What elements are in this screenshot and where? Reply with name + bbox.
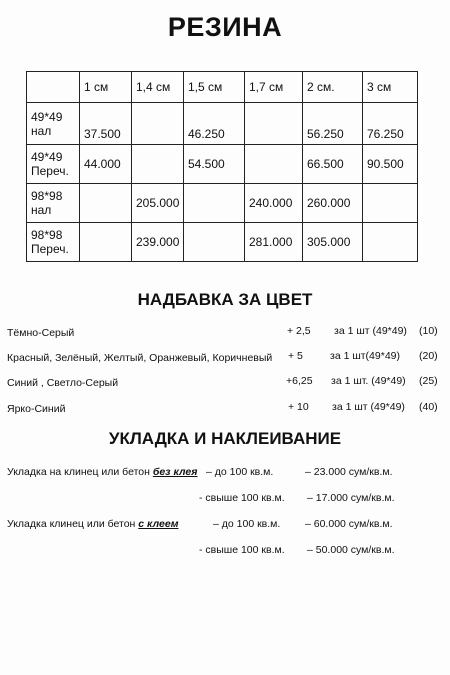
table-cell <box>184 223 245 262</box>
laying-emphasis: с клеем <box>138 518 179 530</box>
color-total: (40) <box>419 401 438 413</box>
table-row <box>27 223 418 262</box>
color-name: Красный, Зелёный, Желтый, Оранжевый, Коричневый <box>7 352 273 364</box>
color-per: за 1 шт (49*49) <box>334 325 407 337</box>
table-cell: 66.500 <box>303 145 363 184</box>
header-cell: 1,5 см <box>184 72 245 103</box>
table-cell <box>363 223 418 262</box>
color-total: (10) <box>419 325 438 337</box>
row-label: 49*49 нал <box>27 103 80 145</box>
laying-condition: – до 100 кв.м. <box>206 466 274 478</box>
price-table <box>26 71 418 262</box>
laying-title: УКЛАДКА И НАКЛЕИВАНИЕ <box>108 429 342 448</box>
table-cell: 56.250 <box>303 103 363 145</box>
table-cell: 205.000 <box>132 184 184 223</box>
table-cell: 305.000 <box>303 223 363 262</box>
table-cell: 76.250 <box>363 103 418 145</box>
table-cell: 281.000 <box>245 223 303 262</box>
table-row <box>27 184 418 223</box>
table-cell: 44.000 <box>80 145 132 184</box>
table-cell: 239.000 <box>132 223 184 262</box>
row-label: 98*98 нал <box>27 184 80 223</box>
table-cell <box>132 145 184 184</box>
table-row <box>27 103 418 145</box>
laying-price: – 60.000 сум/кв.м. <box>305 518 393 530</box>
page-title: РЕЗИНА <box>167 12 283 42</box>
color-total: (20) <box>419 350 438 362</box>
row-label: 98*98 Переч. <box>27 223 80 262</box>
laying-condition: - свыше 100 кв.м. <box>199 544 285 556</box>
table-cell <box>363 184 418 223</box>
header-cell: 2 см. <box>303 72 363 103</box>
laying-price: – 23.000 сум/кв.м. <box>305 466 393 478</box>
table-cell <box>245 145 303 184</box>
header-cell <box>27 72 80 103</box>
table-cell <box>245 103 303 145</box>
laying-emphasis: без клея <box>152 466 198 478</box>
header-cell: 1 см <box>80 72 132 103</box>
color-total: (25) <box>419 375 438 387</box>
laying-condition: - свыше 100 кв.м. <box>199 492 285 504</box>
laying-condition: – до 100 кв.м. <box>213 518 281 530</box>
table-cell: 37.500 <box>80 103 132 145</box>
color-add: + 2,5 <box>287 325 311 337</box>
table-cell: 46.250 <box>184 103 245 145</box>
color-add: +6,25 <box>286 375 313 387</box>
laying-text: Укладка клинец или бетон <box>7 518 136 530</box>
color-per: за 1 шт(49*49) <box>330 350 400 362</box>
table-cell: 54.500 <box>184 145 245 184</box>
table-row <box>27 145 418 184</box>
color-name: Ярко-Синий <box>7 403 66 415</box>
header-cell: 3 см <box>363 72 418 103</box>
color-per: за 1 шт. (49*49) <box>331 375 406 387</box>
table-cell: 240.000 <box>245 184 303 223</box>
laying-price: – 50.000 сум/кв.м. <box>307 544 395 556</box>
color-add: + 5 <box>288 350 303 362</box>
color-name: Тёмно-Серый <box>7 327 75 339</box>
color-add: + 10 <box>288 401 309 413</box>
table-header-row <box>27 72 418 103</box>
color-name: Синий , Светло-Серый <box>7 377 119 389</box>
header-cell: 1,4 см <box>132 72 184 103</box>
table-cell: 90.500 <box>363 145 418 184</box>
header-cell: 1,7 см <box>245 72 303 103</box>
table-cell <box>80 184 132 223</box>
color-per: за 1 шт (49*49) <box>332 401 405 413</box>
row-label: 49*49 Переч. <box>27 145 80 184</box>
table-cell <box>184 184 245 223</box>
table-cell <box>132 103 184 145</box>
table-cell <box>80 223 132 262</box>
laying-price: – 17.000 сум/кв.м. <box>307 492 395 504</box>
surcharge-title: НАДБАВКА ЗА ЦВЕТ <box>137 290 313 309</box>
table-cell: 260.000 <box>303 184 363 223</box>
laying-text: Укладка на клинец или бетон <box>7 466 150 478</box>
